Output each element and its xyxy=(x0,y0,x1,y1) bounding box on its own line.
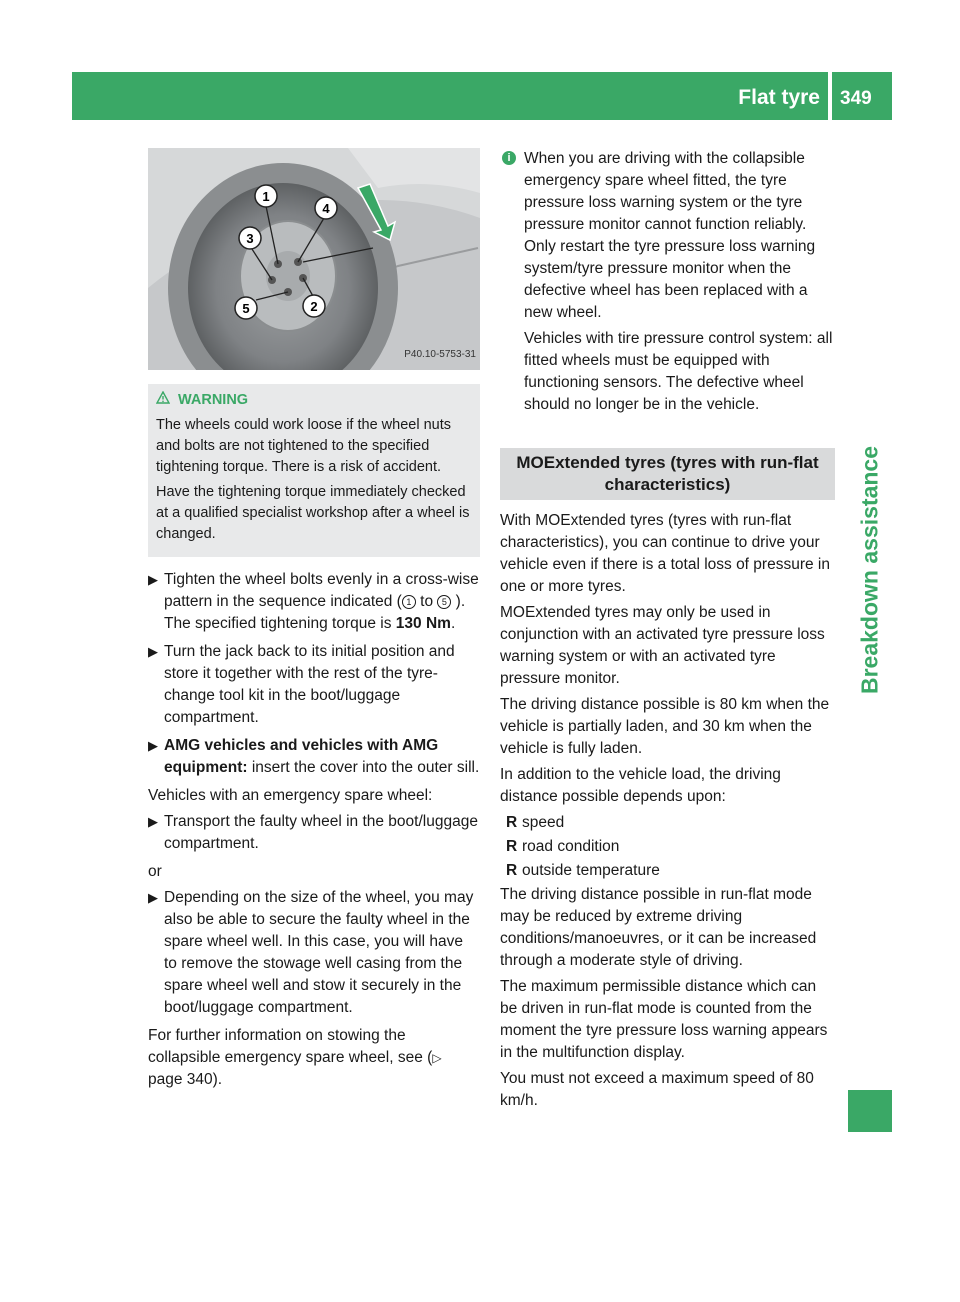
right-column xyxy=(500,148,835,1116)
left-column xyxy=(148,148,480,1095)
callout-3 xyxy=(239,227,261,249)
info-text-2: Vehicles with tire pressure control system: all fitted wheels must be equipped with functioning sensors. The defective wheel should no longer be in the vehicle. xyxy=(524,330,833,413)
info-text-1: When you are driving with the collapsible emergency spare wheel fitted, the tyre pressure loss warning system or the tyre pressure monitor cannot function reliably. Only restart the tyre pressure loss warning system/tyre pressure monitor when the defective wheel has been replaced with a new wheel. xyxy=(524,150,816,321)
callout-4 xyxy=(315,197,337,219)
step-turn-jack: ▶ Turn the jack back to its initial position and store it together with the rest of the tyre-change tool kit in the boot/luggage compartment. xyxy=(148,643,455,726)
warning-heading-text: WARNING xyxy=(178,392,249,408)
step-arrow-icon: ▶ xyxy=(148,738,158,753)
svg-text:1: 1 xyxy=(262,189,270,204)
step-transport-wheel: ▶ Transport the faulty wheel in the boot/luggage compartment. xyxy=(148,813,478,852)
page-number: 349 xyxy=(840,88,872,109)
list-item: R speed xyxy=(506,814,565,831)
step-arrow-icon: ▶ xyxy=(148,644,158,659)
page-reference-icon: ▷ xyxy=(432,1051,442,1065)
svg-text:4: 4 xyxy=(322,201,330,216)
step-tighten-bolts: ▶ Tighten the wheel bolts evenly in a cross-wise pattern in the sequence indicated ( 1 to 5 ). The specified tightening torque is 130 Nm. xyxy=(148,571,479,632)
paragraph-3: The driving distance possible is 80 km when the vehicle is partially laden, and 30 km when the vehicle is fully laden. xyxy=(500,696,830,757)
svg-text:2: 2 xyxy=(310,299,318,314)
step-amg-cover: ▶ AMG vehicles and vehicles with AMG equipment: insert the cover into the outer sill. xyxy=(148,737,480,776)
figure-code: P40.10-5753-31 xyxy=(404,349,476,360)
callout-5 xyxy=(235,297,257,319)
wheel-bolts-illustration xyxy=(148,148,480,370)
spare-wheel-intro: Vehicles with an emergency spare wheel: xyxy=(148,787,433,804)
torque-value: 130 Nm xyxy=(395,615,451,632)
svg-text:3: 3 xyxy=(246,231,254,246)
further-info: For further information on stowing the collapsible emergency spare wheel, see (▷ page 340). xyxy=(148,1027,442,1088)
section-tab-marker xyxy=(848,1090,892,1132)
page-title: Flat tyre xyxy=(738,86,820,109)
callout-ref-5: 5 xyxy=(437,595,451,609)
info-icon: i xyxy=(502,151,516,165)
section-tab-label: Breakdown assistance xyxy=(856,445,883,695)
paragraph-1: With MOExtended tyres (tyres with run-flat characteristics), you can continue to drive your vehicle even if there is a total loss of pressure in one or more tyres. xyxy=(500,512,830,595)
callout-ref-1: 1 xyxy=(402,595,416,609)
step-arrow-icon: ▶ xyxy=(148,814,158,829)
warning-text-1: The wheels could work loose if the wheel nuts and bolts are not tightened to the specified tightening torque. There is a risk of accident. xyxy=(156,417,451,475)
warning-heading xyxy=(156,390,472,411)
paragraph-4: In addition to the vehicle load, the driving distance possible depends upon: xyxy=(500,766,781,805)
paragraph-6: The maximum permissible distance which can be driven in run-flat mode is counted from the moment the tyre pressure loss warning appears in the multifunction display. xyxy=(500,978,828,1061)
step-arrow-icon: ▶ xyxy=(148,572,158,587)
paragraph-2: MOExtended tyres may only be used in conjunction with an activated tyre pressure loss warning system or with an activated tyre pressure monitor. xyxy=(500,604,825,687)
step-arrow-icon: ▶ xyxy=(148,890,158,905)
section-heading: MOExtended tyres (tyres with run-flat characteristics) xyxy=(500,448,835,500)
step-secure-wheel: ▶ Depending on the size of the wheel, you may also be able to secure the faulty wheel in the spare wheel well. In this case, you will have to remove the stowage well casing from the spare wheel well and stow it securely in the boot/luggage compartment. xyxy=(148,889,474,1016)
info-note xyxy=(500,148,835,416)
page-340-link[interactable]: page 340). xyxy=(148,1071,223,1088)
callout-2 xyxy=(303,295,325,317)
callout-1 xyxy=(255,185,277,207)
list-item: R road condition xyxy=(506,838,620,855)
svg-text:5: 5 xyxy=(242,301,250,316)
list-item: R outside temperature xyxy=(506,862,660,879)
warning-box xyxy=(148,384,480,557)
or-text: or xyxy=(148,863,162,880)
paragraph-5: The driving distance possible in run-flat mode may be reduced by extreme driving conditions/manoeuvres, or it can be increased through a moderate style of driving. xyxy=(500,886,817,969)
header-divider xyxy=(828,72,832,120)
wheel-diagram xyxy=(148,148,480,370)
paragraph-7: You must not exceed a maximum speed of 80 km/h. xyxy=(500,1070,814,1109)
warning-triangle-icon xyxy=(156,390,170,411)
warning-text-2: Have the tightening torque immediately checked at a qualified specialist workshop after a wheel is changed. xyxy=(156,484,470,542)
